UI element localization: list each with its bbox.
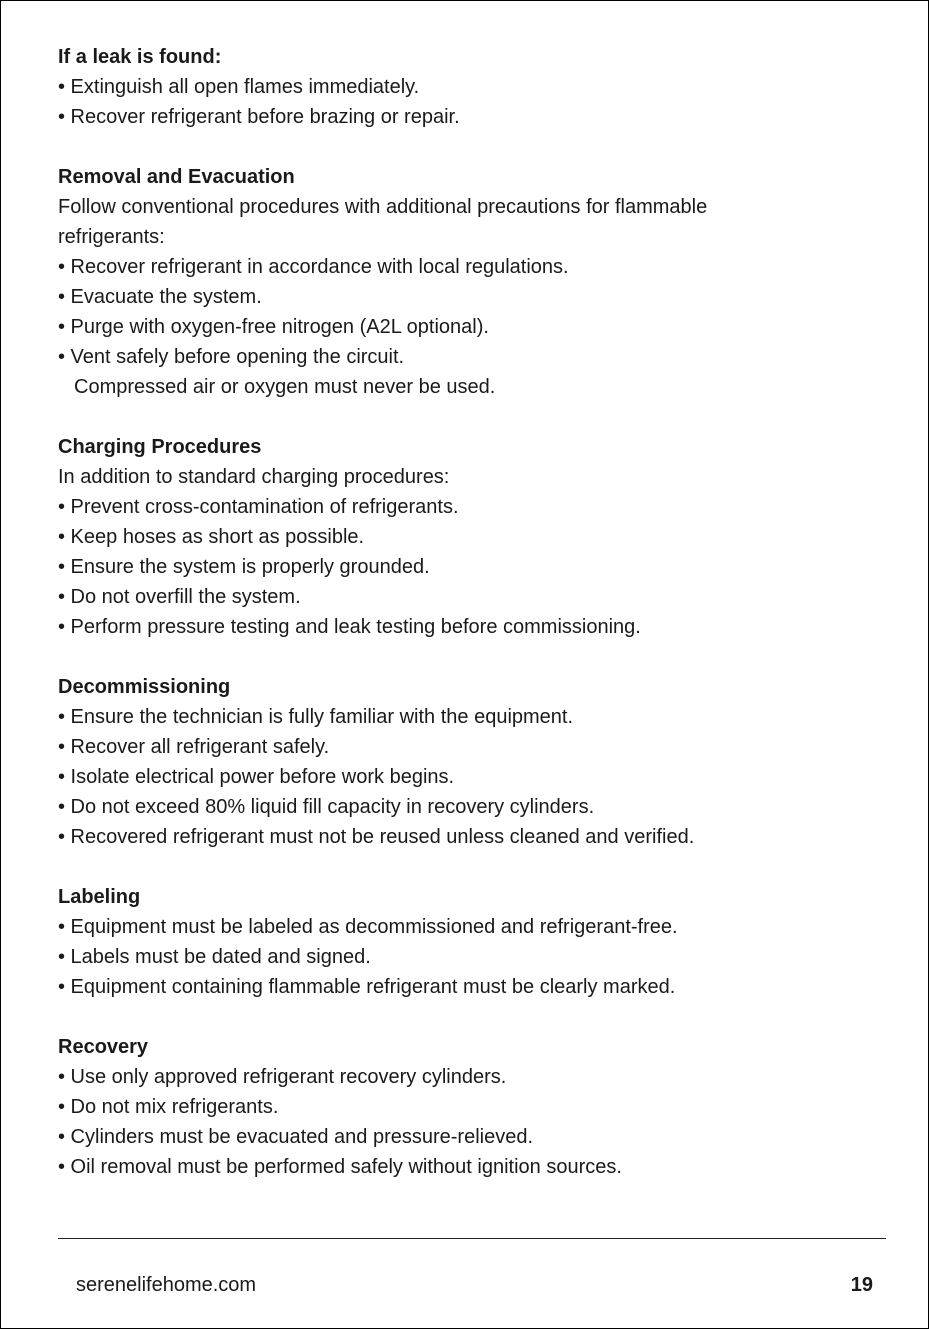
bullet-item: • Do not overfill the system. bbox=[58, 586, 301, 608]
section-heading: Labeling bbox=[58, 886, 141, 908]
bullet-item: • Cylinders must be evacuated and pressure-relieved. bbox=[58, 1126, 534, 1148]
bullet-item: • Do not exceed 80% liquid fill capacity in recovery cylinders. bbox=[58, 796, 595, 818]
intro-text: In addition to standard charging procedures: bbox=[58, 466, 450, 488]
intro-text: Follow conventional procedures with additional precautions for flammable bbox=[58, 196, 708, 218]
section-heading: Decommissioning bbox=[58, 676, 231, 698]
bullet-item: • Oil removal must be performed safely without ignition sources. bbox=[58, 1156, 622, 1178]
section-heading: Recovery bbox=[58, 1036, 149, 1058]
bullet-item: • Recovered refrigerant must not be reused unless cleaned and verified. bbox=[58, 826, 695, 848]
bullet-item: • Recover refrigerant in accordance with local regulations. bbox=[58, 256, 569, 278]
section-heading: Charging Procedures bbox=[58, 436, 262, 458]
bullet-item: • Evacuate the system. bbox=[58, 286, 262, 308]
bullet-item: • Vent safely before opening the circuit. bbox=[58, 346, 405, 368]
section-spacer bbox=[58, 1002, 878, 1032]
bullet-item: • Purge with oxygen-free nitrogen (A2L optional). bbox=[58, 316, 489, 338]
bullet-item: • Equipment containing flammable refrigerant must be clearly marked. bbox=[58, 976, 676, 998]
section-spacer bbox=[58, 852, 878, 882]
section-spacer bbox=[58, 132, 878, 162]
bullet-item: • Extinguish all open flames immediately. bbox=[58, 76, 420, 98]
intro-text: refrigerants: bbox=[58, 226, 165, 248]
bullet-item: • Use only approved refrigerant recovery cylinders. bbox=[58, 1066, 507, 1088]
page-content bbox=[58, 42, 878, 1182]
bullet-item: • Recover refrigerant before brazing or repair. bbox=[58, 106, 460, 128]
bullet-item: • Perform pressure testing and leak testing before commissioning. bbox=[58, 616, 641, 638]
section-spacer bbox=[58, 402, 878, 432]
bullet-item: • Keep hoses as short as possible. bbox=[58, 526, 365, 548]
bullet-continuation: Compressed air or oxygen must never be used. bbox=[74, 376, 496, 398]
section-heading: Removal and Evacuation bbox=[58, 166, 295, 188]
bullet-item: • Ensure the technician is fully familiar with the equipment. bbox=[58, 706, 574, 728]
section-spacer bbox=[58, 642, 878, 672]
bullet-item: • Labels must be dated and signed. bbox=[58, 946, 371, 968]
bullet-item: • Recover all refrigerant safely. bbox=[58, 736, 330, 758]
bullet-item: • Do not mix refrigerants. bbox=[58, 1096, 279, 1118]
bullet-item: • Equipment must be labeled as decommissioned and refrigerant-free. bbox=[58, 916, 678, 938]
bullet-item: • Isolate electrical power before work begins. bbox=[58, 766, 455, 788]
footer-divider bbox=[58, 1238, 886, 1239]
bullet-item: • Prevent cross-contamination of refrigerants. bbox=[58, 496, 459, 518]
bullet-item: • Ensure the system is properly grounded. bbox=[58, 556, 430, 578]
page-number: 19 bbox=[850, 1274, 873, 1296]
footer-website: serenelifehome.com bbox=[76, 1274, 257, 1296]
section-heading: If a leak is found: bbox=[58, 46, 222, 68]
